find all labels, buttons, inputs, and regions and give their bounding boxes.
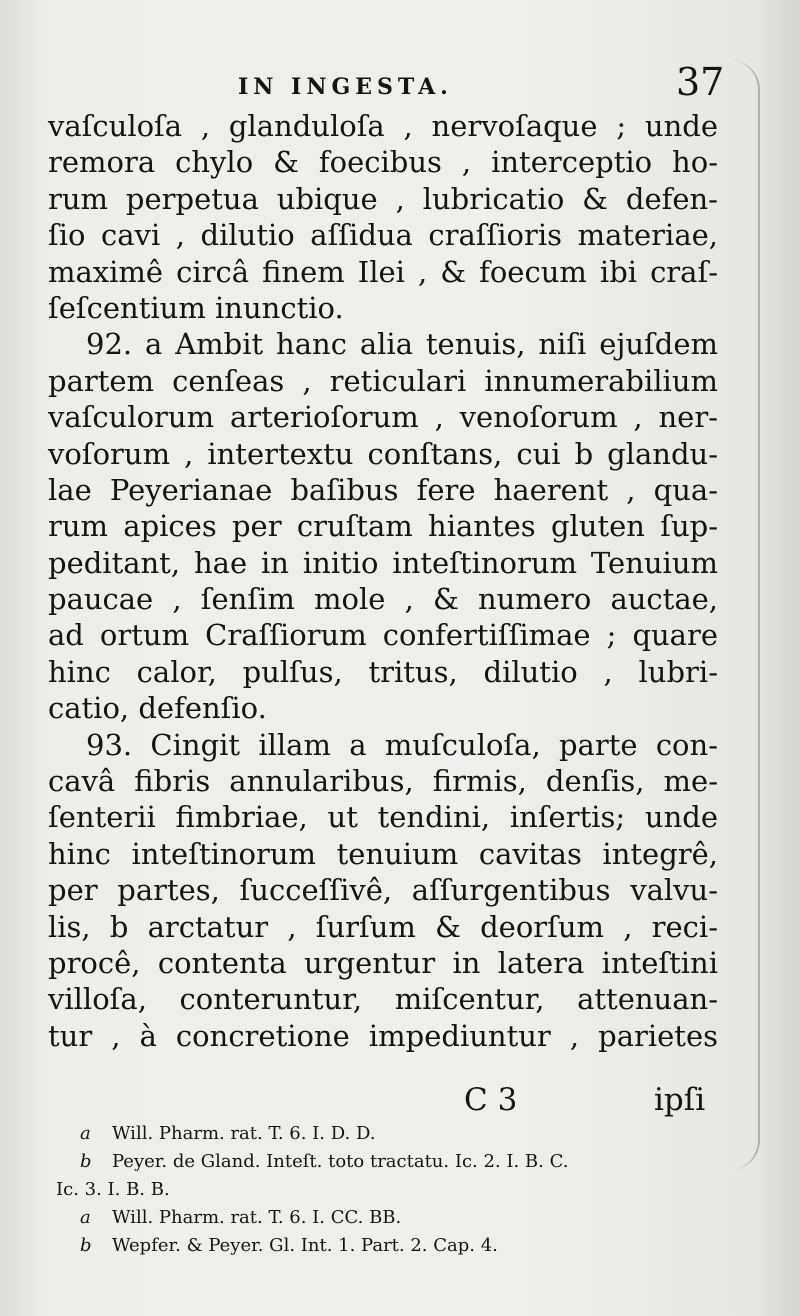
text-line: voſorum , intertextu conſtans, cui b glandu- <box>48 436 718 471</box>
text-line: villoſa, conteruntur, miſcentur, attenuan- <box>48 982 718 1017</box>
running-header <box>0 60 800 110</box>
footnote-text: Wepfer. & Peyer. Gl. Int. 1. Part. 2. Cap. 4. <box>112 1235 498 1256</box>
footnote-mark: b <box>80 1151 92 1172</box>
footnote-mark: b <box>80 1235 92 1256</box>
paragraph-92-start: 92. a Ambit hanc alia tenuis, niſi ejuſdem <box>86 327 718 362</box>
text-line: paucae , ſenſim mole , & numero auctae, <box>48 582 718 617</box>
footnotes <box>56 1120 740 1260</box>
text-line: catio, defenſio. <box>48 691 267 726</box>
footnote-continuation <box>56 1176 740 1204</box>
footnote <box>80 1148 740 1176</box>
text-line: per partes, ſucceſſivê, aſſurgentibus valvu- <box>48 873 718 908</box>
text-line: ſenterii fimbriae, ut tendini, inſertis; unde <box>48 800 718 835</box>
text-line: rum apices per cruſtam hiantes gluten ſup- <box>48 509 718 544</box>
footnote-text: Peyer. de Gland. Inteſt. toto tractatu. Ic. 2. I. B. C. <box>112 1151 569 1172</box>
text-line: hinc inteſtinorum tenuium cavitas integrê, <box>48 836 718 871</box>
text-line: procê, contenta urgentur in latera inteſtini <box>48 945 718 980</box>
margin-pencil-mark <box>728 60 760 1170</box>
footnote-text: Will. Pharm. rat. T. 6. I. D. D. <box>112 1123 376 1144</box>
footnote-text: Ic. 3. I. B. B. <box>56 1179 170 1200</box>
text-line: ad ortum Craſſiorum confertiſſimae ; quare <box>48 618 718 653</box>
text-line: hinc calor, pulſus, tritus, dilutio , lubri- <box>48 654 718 689</box>
footnote-mark: a <box>80 1123 91 1144</box>
running-title: IN INGESTA. <box>238 74 453 100</box>
footnote <box>80 1232 740 1260</box>
text-line: ſio cavi , dilutio aſſidua craſſioris materiae, <box>48 218 718 253</box>
text-line: lis, b arctatur , ſurſum & deorſum , reci- <box>48 909 718 944</box>
text-line: partem cenſeas , reticulari innumerabilium <box>48 363 718 398</box>
signature-mark: C 3 <box>464 1082 518 1118</box>
text-line: vaſculoſa , glanduloſa , nervoſaque ; unde <box>48 109 718 143</box>
text-line: ſeſcentium inunctio. <box>48 290 344 325</box>
catchword: ipſi <box>654 1082 706 1118</box>
text-line: remora chylo & foecibus , interceptio ho- <box>48 145 718 180</box>
catchline <box>0 1082 800 1122</box>
footnote-text: Will. Pharm. rat. T. 6. I. CC. BB. <box>112 1207 402 1228</box>
text-line: lae Peyerianae baſibus fere haerent , qua- <box>48 472 718 507</box>
footnote <box>80 1204 740 1232</box>
page-number: 37 <box>676 60 725 104</box>
text-line: peditant, hae in initio inteſtinorum Tenuium <box>48 545 718 580</box>
text-line: rum perpetua ubique , lubricatio & defen- <box>48 181 718 216</box>
text-line: tur , à concretione impediuntur , parietes <box>48 1018 718 1053</box>
paragraph-93-start: 93. Cingit illam a muſculoſa, parte con- <box>86 727 718 762</box>
text-line: maximê circâ finem Ilei , & foecum ibi craſ- <box>48 254 718 289</box>
footnote-mark: a <box>80 1207 91 1228</box>
text-line: cavâ fibris annularibus, firmis, denſis, me- <box>48 764 718 799</box>
text-line: vaſculorum arterioſorum , venoſorum , ner- <box>48 400 718 435</box>
main-text <box>48 108 718 1054</box>
footnote <box>80 1120 740 1148</box>
